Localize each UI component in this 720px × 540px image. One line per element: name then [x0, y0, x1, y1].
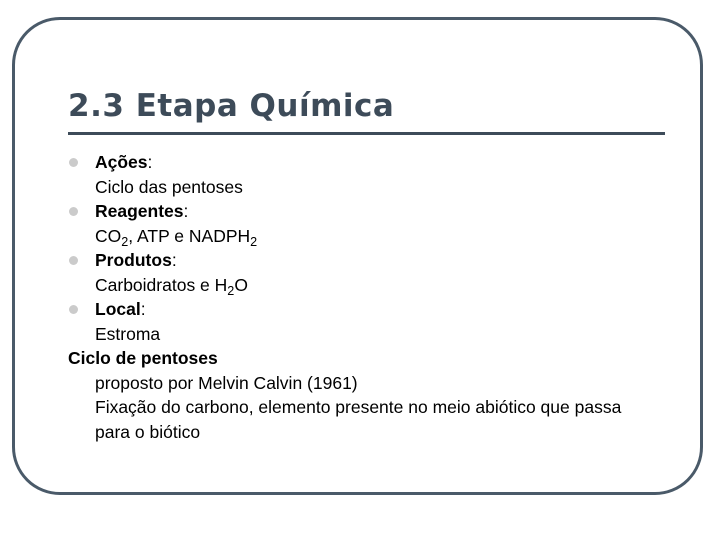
bullet-dot-icon [69, 256, 78, 265]
bullet-dot-icon [69, 305, 78, 314]
bullet-detail [95, 224, 628, 249]
slide-title: 2.3 Etapa Química [68, 88, 395, 124]
bullet-detail: Estroma [95, 323, 161, 344]
bullet-item-reagentes [68, 199, 628, 248]
subscript: 2 [121, 234, 129, 249]
title-underline [68, 132, 665, 135]
bullet-heading-line [95, 199, 628, 224]
colon: : [140, 299, 146, 319]
bullet-detail [95, 273, 628, 298]
formula-text: CO [95, 225, 122, 246]
formula-text: Carboidratos e H [95, 274, 228, 295]
bullet-item-acoes [68, 150, 628, 199]
bullet-heading: Ações [95, 152, 148, 172]
bullet-item-produtos [68, 248, 628, 297]
colon: : [183, 201, 189, 221]
bullet-heading-line [95, 150, 628, 175]
bullet-dot-icon [69, 207, 78, 216]
bullet-detail: Ciclo das pentoses [95, 176, 243, 197]
colon: : [147, 152, 153, 172]
subscript: 2 [250, 234, 258, 249]
bullet-heading: Reagentes [95, 201, 184, 221]
bullet-heading-line [95, 248, 628, 273]
slide-content [68, 150, 628, 444]
section-line: proposto por Melvin Calvin (1961) [95, 372, 358, 393]
formula-text: , ATP e NADPH [128, 225, 251, 246]
bullet-heading: Produtos [95, 250, 172, 270]
section-line: Fixação do carbono, elemento presente no meio abiótico que passa para o biótico [95, 397, 622, 442]
subscript: 2 [227, 283, 235, 298]
section-heading: Ciclo de pentoses [68, 348, 218, 368]
bullet-heading-line [95, 297, 628, 322]
colon: : [171, 250, 177, 270]
bullet-item-local [68, 297, 628, 346]
bullet-dot-icon [69, 158, 78, 167]
bullet-heading: Local [95, 299, 141, 319]
formula-text: O [234, 274, 248, 295]
